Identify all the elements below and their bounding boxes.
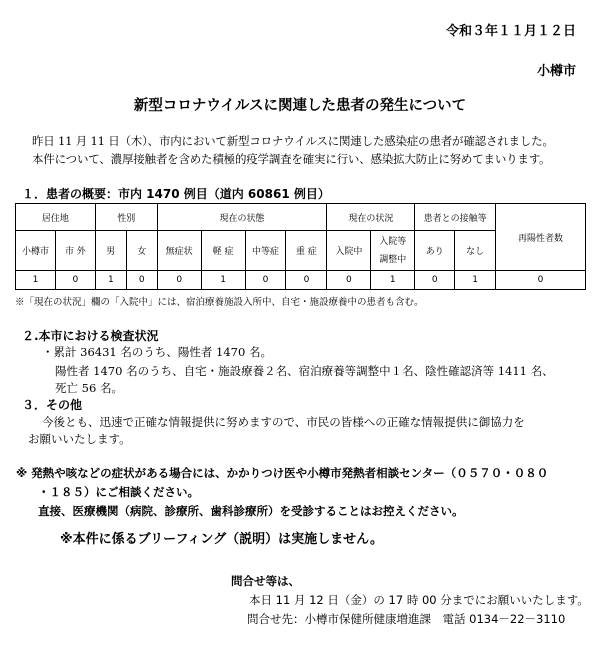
subheader-severe: 重 症 xyxy=(286,231,327,271)
intro-line-1: 昨日 11 月 11 日（木）、市内において新型コロナウイルスに関連した感染症の患者が確認されました。 xyxy=(32,134,554,148)
value-contact-no: 1 xyxy=(455,271,496,290)
value-repositive: 0 xyxy=(496,271,586,290)
testing-total-line: ・累計 36431 名のうち、陽性者 1470 名。 xyxy=(42,345,272,359)
value-asymptomatic: 0 xyxy=(157,271,201,290)
section-3-heading: ３．その他 xyxy=(22,398,83,412)
testing-deaths-line: 死亡 56 名。 xyxy=(55,381,123,395)
header-status: 現在の状況 xyxy=(327,204,415,231)
contact-info: 問合せ先：小樽市保健所健康増進課 電話 0134－22－3110 xyxy=(247,612,566,626)
other-line-1: 今後とも、迅速で正確な情報提供に努めますので、市民の皆様への正確な情報提供に御協力を xyxy=(42,415,525,429)
value-hospitalized: 0 xyxy=(327,271,371,290)
table-group-header-row xyxy=(16,204,586,231)
section-2-heading: ２.本市における検査状況 xyxy=(22,329,159,343)
intro-line-2: 本件について、濃厚接触者を含めた積極的疫学調査を確実に行い、感染拡大防止に努めてまいります。 xyxy=(32,152,551,166)
subheader-adjusting xyxy=(371,231,415,271)
contact-label: 問合せ等は、 xyxy=(231,574,300,588)
fever-notice-line-2: ・１８５）にご相談ください。 xyxy=(38,485,199,499)
value-adjusting: 1 xyxy=(371,271,415,290)
value-in-city: 1 xyxy=(16,271,56,290)
subheader-out-city: 市 外 xyxy=(55,231,95,271)
subheader-adjusting-line-1: 入院等 xyxy=(379,236,407,247)
header-repositive: 再陽性者数 xyxy=(496,204,586,271)
header-sex: 性別 xyxy=(95,204,157,231)
testing-breakdown-line: 陽性者 1470 名のうち、自宅・施設療養２名、宿泊療養等調整中１名、陰性確認済等 1411 名、 xyxy=(55,364,554,378)
value-severe: 0 xyxy=(286,271,327,290)
document-date: 令和３年１１月１２日 xyxy=(445,24,576,39)
subheader-male: 男 xyxy=(95,231,126,271)
section-1-heading: １．患者の概要：市内 1470 例目（道内 60861 例目） xyxy=(22,187,330,201)
header-condition: 現在の状態 xyxy=(157,204,327,231)
subheader-moderate: 中等症 xyxy=(245,231,286,271)
subheader-hospitalized: 入院中 xyxy=(327,231,371,271)
document-title: 新型コロナウイルスに関連した患者の発生について xyxy=(133,98,467,114)
subheader-asymptomatic: 無症状 xyxy=(157,231,201,271)
subheader-mild: 軽 症 xyxy=(201,231,245,271)
fever-notice-line-3: 直接、医療機関（病院、診療所、歯科診療所）を受診することはお控えください。 xyxy=(38,504,464,518)
subheader-contact-yes: あり xyxy=(415,231,455,271)
subheader-adjusting-line-2: 調整中 xyxy=(379,254,407,265)
subheader-female: 女 xyxy=(126,231,157,271)
table-value-row xyxy=(16,271,586,290)
table-footnote: ※「現在の状況」欄の「入院中」には、宿泊療養施設入所中、自宅・施設療養中の患者も含む。 xyxy=(15,297,424,308)
value-moderate: 0 xyxy=(245,271,286,290)
subheader-in-city: 小樽市 xyxy=(16,231,56,271)
subheader-contact-no: なし xyxy=(455,231,496,271)
value-female: 0 xyxy=(126,271,157,290)
contact-deadline: 本日 11 月 12 日（金）の 17 時 00 分までにお願いいたします。 xyxy=(249,593,589,607)
header-contact: 患者との接触等 xyxy=(415,204,496,231)
briefing-notice: ※本件に係るブリーフィング（説明）は実施しません。 xyxy=(60,532,383,547)
value-mild: 1 xyxy=(201,271,245,290)
fever-notice-line-1: ※ 発熱や咳などの症状がある場合には、かかりつけ医や小樽市発熱者相談センター（０５７０・０８０ xyxy=(16,466,549,480)
value-male: 1 xyxy=(95,271,126,290)
issuer-city: 小樽市 xyxy=(536,64,576,79)
header-residence: 居住地 xyxy=(16,204,96,231)
value-out-city: 0 xyxy=(55,271,95,290)
other-line-2: お願いいたします。 xyxy=(28,432,131,446)
patient-summary-table xyxy=(15,203,586,290)
value-contact-yes: 0 xyxy=(415,271,455,290)
